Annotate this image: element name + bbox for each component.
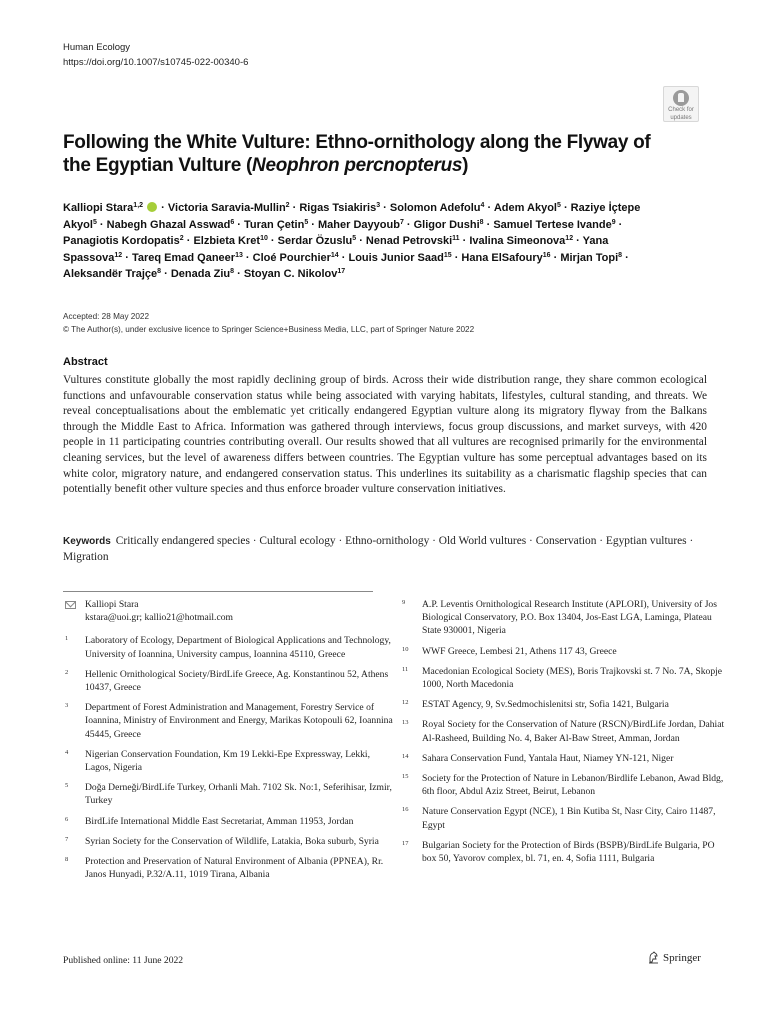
author-name: Rigas Tsiakiris [299, 202, 377, 214]
author-name: Panagiotis Kordopatis [63, 235, 180, 247]
author[interactable] [414, 219, 484, 231]
affiliation-number: 13 [402, 719, 409, 727]
author[interactable] [299, 202, 380, 214]
affiliation [400, 645, 730, 658]
affiliation-number: 6 [65, 815, 69, 823]
publisher-name: Springer [663, 951, 701, 964]
affiliation-text: Laboratory of Ecology, Department of Biological Applications and Technology, University of Ioannina, University campus, Ioannina 45110, Greece [85, 635, 391, 660]
author-separator: · [560, 202, 571, 214]
affiliation-number: 10 [402, 645, 409, 653]
author-affiliation-ref: 9 [611, 218, 616, 226]
author[interactable] [348, 252, 451, 264]
title-main: Following the White Vulture: Ethno-ornithology along the Flyway of the Egyptian Vulture ( [63, 132, 651, 176]
affiliation-number: 17 [402, 839, 409, 847]
author-separator: · [550, 251, 561, 264]
author-affiliation-ref: 1,2 [133, 202, 144, 209]
author-name: Maher Dayyoub [318, 218, 400, 231]
section-divider [63, 591, 373, 592]
author-affiliation-ref: 2 [285, 202, 290, 209]
author-affiliation-ref: 3 [376, 202, 381, 209]
springer-horse-icon [648, 951, 659, 964]
author-separator: · [158, 202, 168, 214]
author-list [63, 200, 663, 283]
author-affiliation-ref: 5 [92, 218, 97, 226]
keywords [63, 534, 707, 565]
affiliation-number: 3 [65, 702, 69, 710]
affiliation-text: WWF Greece, Lembesi 21, Athens 117 43, Greece [422, 645, 617, 657]
author-separator: · [267, 235, 278, 247]
affiliation [400, 718, 730, 744]
author-separator: · [122, 251, 132, 264]
affiliation [400, 752, 730, 765]
copyright-notice: © The Author(s), under exclusive licence to Springer Science+Business Media, LLC, part of Springer Nature 2022 [63, 325, 475, 334]
author-affiliation-ref: 11 [452, 235, 460, 242]
author[interactable] [171, 268, 234, 280]
author-separator: · [615, 218, 623, 231]
affiliation [400, 598, 730, 638]
author-separator: · [483, 218, 494, 231]
published-date: Published online: 11 June 2022 [63, 955, 184, 966]
affiliation-text: Macedonian Ecological Society (MES), Boris Trajkovski st. 7 No. 7A, Skopje 1000, North Macedonia [422, 665, 723, 691]
abstract-body: Vultures constitute globally the most rapidly declining group of birds. Across their wide distribution range, they share common ecological functions and unfavourable conservation status while being associated with varying habitats, lifestyles, cultural standing, and threats. We reveal conceptualisations about the emblematic yet critically endangered Egyptian vulture along its migratory flyway from the Balkans through the Middle East to Africa. Information was gathered through interviews, focus group discussions, and market surveys, with 420 people in 11 participating countries contributing overall. Our results showed that all vultures are recognised primarily for the environmental cleaning services, but the level of awareness differs between countries. The Egyptian vulture has some perceptual advantages based on its white color, migratory nature, and endangered conservation status. This underlines its suitability as a charismatic flagship species that can potentially benefit other vulture species and thus enforce broader vulture conservation initiatives. [63, 374, 707, 496]
affiliation-number: 7 [65, 835, 69, 843]
affiliation-number: 16 [402, 806, 409, 814]
author-affiliation-ref: 7 [399, 218, 404, 226]
affiliations-right-column [400, 598, 730, 872]
author-name: Elzbieta Kret [193, 235, 261, 247]
author-separator: · [356, 235, 366, 247]
author-affiliation-ref: 12 [565, 235, 574, 242]
correspondence-emails[interactable]: kstara@uoi.gr; kallio21@hotmail.com [85, 612, 233, 624]
author[interactable] [493, 219, 615, 231]
author[interactable] [107, 219, 235, 231]
journal-header [63, 40, 248, 70]
author-name: Gligor Dushi [413, 218, 480, 231]
author-affiliation-ref: 14 [330, 251, 339, 259]
author-name: Louis Junior Saad [348, 251, 444, 264]
author[interactable] [366, 235, 460, 247]
author-separator: · [459, 235, 470, 247]
affiliation-text: Society for the Protection of Nature in Lebanon/Birdlife Lebanon, Awad Bldg, 6th floor, Abdul Aziz Street, Beirut, Lebanon [422, 773, 724, 798]
author-name: Aleksandër Trajçe [63, 268, 158, 280]
author-name: Ivalina Simeonova [469, 235, 566, 247]
affiliation-number: 11 [402, 665, 409, 673]
author[interactable] [132, 252, 243, 264]
accepted-date: Accepted: 28 May 2022 [63, 312, 150, 321]
author-name: Cloé Pourchier [252, 251, 331, 264]
author-separator: · [234, 268, 244, 280]
affiliation-text: ESTAT Agency, 9, Sv.Sedmochislenitsi str, Sofia 1421, Bulgaria [422, 699, 669, 711]
affiliation [400, 805, 730, 831]
affiliation [63, 701, 393, 741]
author-affiliation-ref: 4 [480, 202, 485, 209]
affiliations-left-column [63, 598, 393, 888]
author[interactable] [63, 202, 158, 214]
author-separator: · [573, 235, 583, 247]
author[interactable] [390, 202, 485, 214]
doi-link[interactable]: https://doi.org/10.1007/s10745-022-00340-6 [63, 57, 249, 68]
keywords-list: Critically endangered species · Cultural ecology · Ethno-ornithology · Old World vultures · Conservation · Egyptian vultures · Migration [63, 535, 694, 563]
affiliation-text: Hellenic Ornithological Society/BirdLife Greece, Ag. Konstantinou 52, Athens 10437, Greece [85, 668, 389, 694]
author-affiliation-ref: 10 [260, 235, 268, 242]
affiliation-number: 8 [65, 856, 69, 864]
correspondence [63, 598, 393, 624]
affiliation-number: 12 [402, 699, 409, 707]
affiliation-number: 4 [65, 748, 69, 756]
author-separator: · [484, 202, 494, 214]
author-separator: · [622, 251, 629, 264]
article-title [63, 131, 663, 177]
affiliation-text: Royal Society for the Conservation of Nature (RSCN)/BirdLife Jordan, Dahiat Al-Rasheed, Building No. 4, Baker Al-Baw Street, Amman, Jordan [422, 719, 725, 744]
author-name: Hana ElSafoury [461, 251, 543, 264]
affiliation-number: 5 [65, 782, 69, 790]
author-separator: · [403, 218, 414, 231]
affiliation-number: 9 [402, 599, 406, 606]
author-name: Serdar Özuslu [277, 235, 353, 247]
author-separator: · [242, 251, 253, 264]
author-affiliation-ref: 12 [114, 251, 123, 259]
title-close: ) [462, 155, 469, 176]
author-name: Victoria Saravia-Mullin [167, 202, 286, 214]
author-name: Raziye İçtepe Akyol [63, 202, 641, 231]
author-separator: · [308, 218, 319, 231]
author[interactable] [318, 219, 404, 231]
affiliation-list-left [63, 634, 393, 881]
author[interactable] [244, 268, 345, 280]
author-affiliation-ref: 5 [352, 235, 357, 242]
author-separator: · [451, 251, 462, 264]
author-name: Stoyan C. Nikolov [243, 268, 338, 280]
affiliation-text: Department of Forest Administration and Management, Forestry Service of Ioannina, Ministry of Environment and Energy, Marikas Kotopouli 62, Ioannina 45445, Greece [85, 702, 393, 740]
author-affiliation-ref: 13 [235, 251, 243, 259]
author-affiliation-ref: 8 [157, 268, 162, 275]
affiliation [400, 665, 730, 691]
author[interactable] [244, 219, 308, 231]
author-affiliation-ref: 8 [618, 251, 623, 259]
author-affiliation-ref: 17 [337, 268, 346, 275]
author[interactable] [461, 252, 550, 264]
affiliation [63, 835, 393, 848]
affiliation-number: 14 [402, 752, 409, 760]
author-affiliation-ref: 8 [479, 218, 484, 226]
author-separator: · [183, 235, 194, 247]
author[interactable] [278, 235, 356, 247]
affiliation [63, 855, 393, 881]
author-name: Nabegh Ghazal Asswad [106, 218, 231, 231]
author-separator: · [338, 251, 349, 264]
author-affiliation-ref: 5 [556, 202, 561, 209]
author-affiliation-ref: 5 [304, 218, 309, 226]
affiliation [400, 772, 730, 798]
title-species: Neophron percnopterus [252, 155, 463, 176]
crossmark-label-2: updates [670, 114, 692, 121]
affiliation-text: Nigerian Conservation Foundation, Km 19 Lekki-Epe Expressway, Lekki, Lagos, Nigeria [85, 748, 370, 774]
crossmark-label-1: Check for [668, 107, 694, 113]
article-dates [63, 310, 474, 336]
author[interactable] [253, 252, 339, 264]
author[interactable] [494, 202, 561, 214]
keywords-heading: Keywords [63, 536, 111, 547]
author-name: Kalliopi Stara [63, 202, 134, 214]
author-name: Denada Ziu [170, 268, 231, 280]
affiliation-text: Bulgarian Society for the Protection of Birds (BSPB)/BirdLife Bulgaria, PO box 50, Yavorov complex, bl. 71, en. 4, Sofia 1111, Bulgaria [422, 839, 715, 865]
affiliation [400, 698, 730, 711]
affiliation [63, 668, 393, 694]
envelope-icon [65, 601, 76, 609]
author-name: Nenad Petrovski [365, 235, 453, 247]
affiliation-text: Nature Conservation Egypt (NCE), 1 Bin Kutiba St, Nasr City, Cairo 11487, Egypt [422, 806, 716, 831]
author-name: Adem Akyol [493, 202, 557, 214]
affiliation-text: BirdLife International Middle East Secretariat, Amman 11953, Jordan [85, 815, 354, 827]
author-separator: · [96, 218, 107, 231]
author[interactable] [168, 202, 290, 214]
author[interactable] [63, 268, 161, 280]
affiliation [63, 815, 393, 828]
journal-name: Human Ecology [63, 42, 131, 53]
author-name: Yana Spassova [63, 235, 609, 264]
affiliation-text: Sahara Conservation Fund, Yantala Haut, Niamey YN-121, Niger [422, 752, 674, 764]
author-name: Mirjan Topi [560, 251, 619, 264]
author-affiliation-ref: 16 [542, 251, 551, 259]
author-separator: · [161, 268, 171, 280]
affiliation [400, 839, 730, 865]
affiliation [63, 781, 393, 807]
correspondence-name: Kalliopi Stara [85, 599, 139, 610]
author[interactable] [193, 235, 267, 247]
author-name: Turan Çetin [244, 218, 305, 231]
affiliation-number: 1 [65, 635, 69, 643]
author-affiliation-ref: 6 [230, 218, 235, 226]
crossmark-icon [673, 90, 689, 106]
author[interactable] [469, 235, 573, 247]
affiliation [63, 748, 393, 774]
affiliation-text: Syrian Society for the Conservation of Wildlife, Latakia, Boka suburb, Syria [85, 835, 379, 847]
affiliation-number: 2 [65, 668, 69, 676]
author-affiliation-ref: 8 [230, 268, 235, 275]
affiliation-text: Doğa Derneği/BirdLife Turkey, Orhanli Mah. 7102 Sk. No:1, Seferihisar, Izmir, Turkey [85, 782, 392, 807]
author-separator: · [289, 202, 300, 214]
affiliation-list-right [400, 598, 730, 865]
check-for-updates-button[interactable] [663, 86, 699, 122]
author-separator: · [234, 218, 245, 231]
affiliation-number: 15 [402, 773, 409, 781]
author-affiliation-ref: 15 [443, 251, 452, 259]
author-affiliation-ref: 2 [179, 235, 184, 242]
author-separator: · [380, 202, 390, 214]
affiliation-text: Protection and Preservation of Natural Environment of Albania (PPNEA), Rr. Janos Hunyadi, P.32/A.11, 1019 Tirana, Albania [85, 856, 384, 881]
author[interactable] [63, 235, 184, 247]
abstract-heading: Abstract [63, 356, 108, 368]
author-name: Samuel Tertese Ivande [493, 218, 612, 231]
author[interactable] [560, 252, 622, 264]
affiliation [63, 634, 393, 660]
affiliation-text: A.P. Leventis Ornithological Research Institute (APLORI), University of Jos Biological Conservatory, P.O. Box 13404, Jos-East LGA, Laminga, Plateau State 930001, Nigeria [422, 599, 717, 637]
author-name: Tareq Emad Qaneer [131, 251, 236, 264]
orcid-icon[interactable] [147, 202, 157, 212]
publisher-logo [648, 951, 701, 964]
author-name: Solomon Adefolu [389, 202, 481, 214]
